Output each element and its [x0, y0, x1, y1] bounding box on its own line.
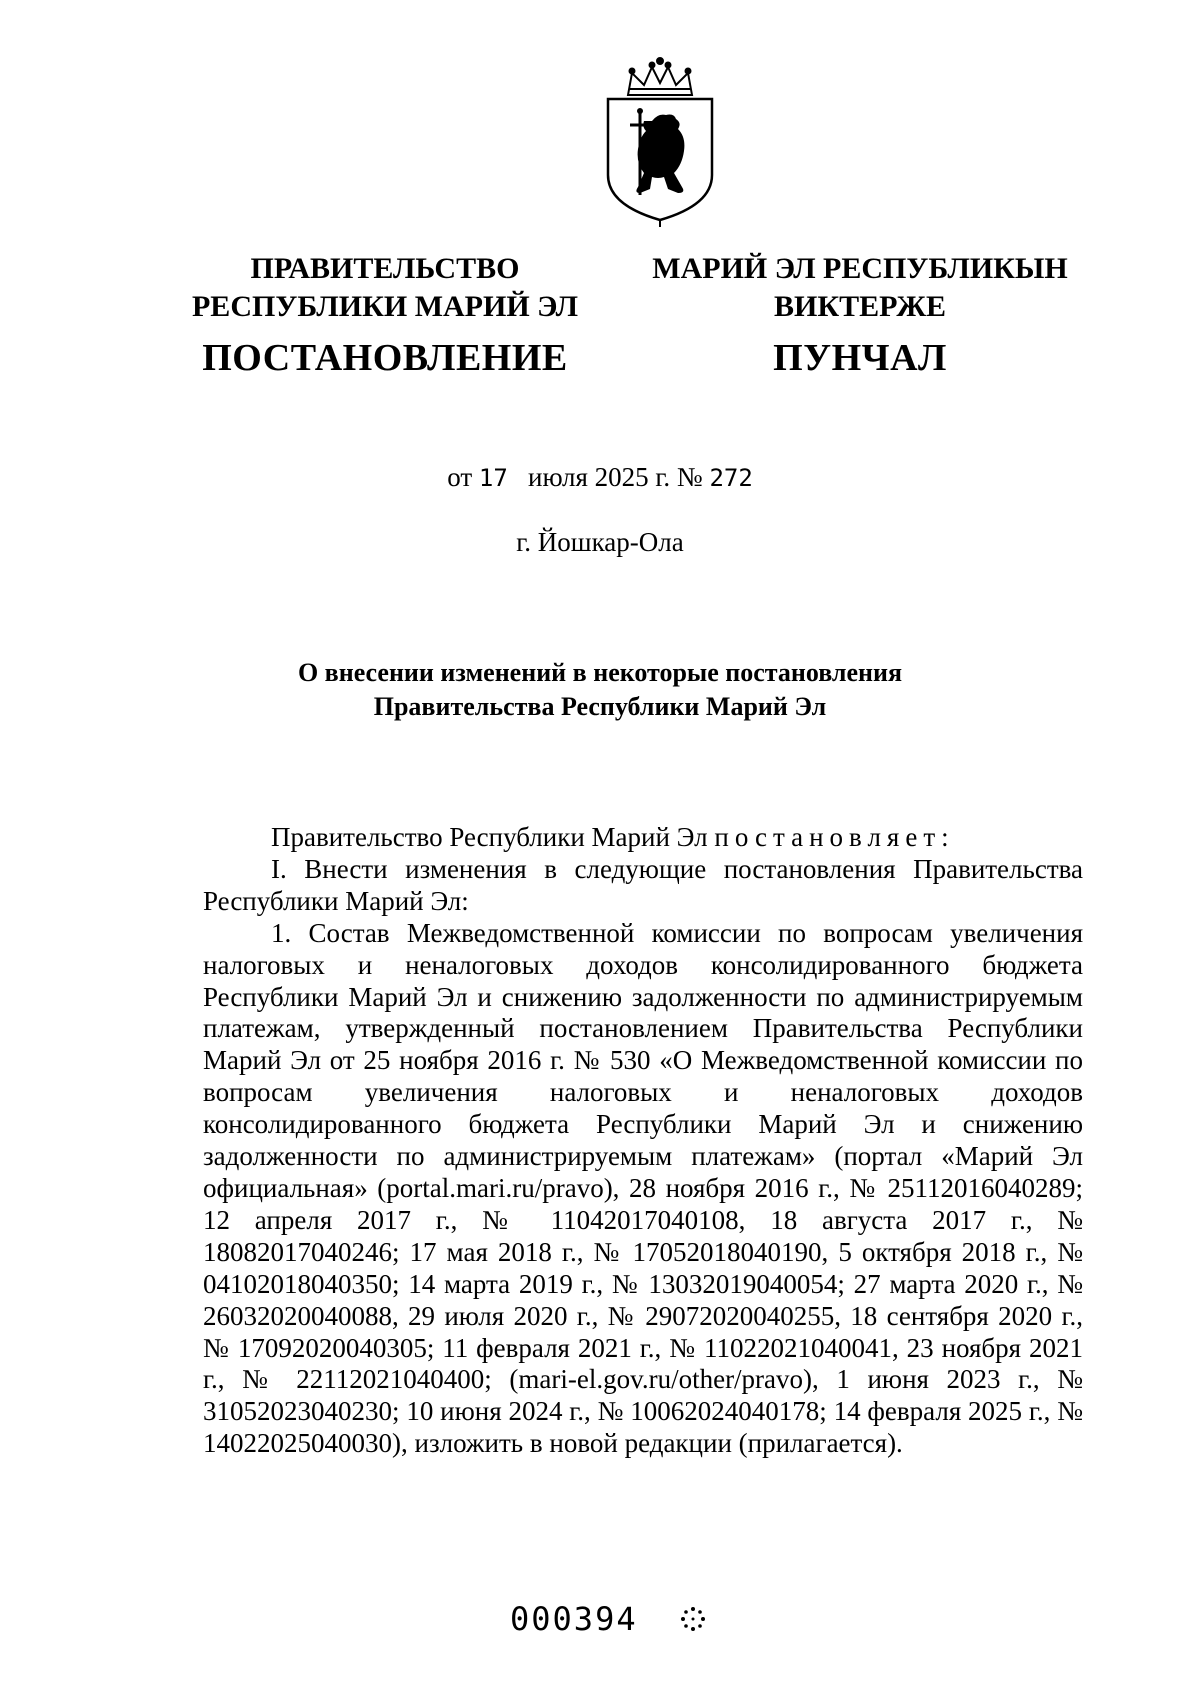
date-line: [0, 462, 1200, 493]
document-title: [0, 656, 1200, 724]
coat-of-arms-icon: [600, 55, 720, 230]
intro-verb: постановляет:: [714, 822, 955, 852]
intro-prefix: Правительство Республики Марий Эл: [271, 822, 708, 852]
header-right: [650, 250, 1070, 384]
header-left: [175, 250, 595, 384]
header-right-line1: МАРИЙ ЭЛ РЕСПУБЛИКЫН: [652, 252, 1068, 285]
serial-number: 000394: [510, 1600, 638, 1638]
header-left-doc-type: ПОСТАНОВЛЕНИЕ: [202, 337, 568, 379]
intro-paragraph: [203, 822, 1083, 854]
header-right-line2: ВИКТЕРЖЕ: [773, 290, 947, 323]
document-body: [203, 822, 1083, 1460]
dotted-star-icon: [680, 1606, 706, 1632]
header-left-line1: ПРАВИТЕЛЬСТВО: [250, 252, 520, 285]
item-1: 1. Состав Межведомственной комиссии по вопросам увеличения налоговых и неналоговых доходов консолидированного бюджета Республики Марий Эл и снижению задолженности по администрируемым платежам, утвержденный постановлением Правительства Республики Марий Эл от 25 ноября 2016 г. № 530 «О Межведомственной комиссии по вопросам увеличения налоговых и неналоговых доходов консолидированного бюджета Республики Марий Эл и снижению задолженности по администрируемым платежам» (портал «Марий Эл официальная» (portal.mari.ru/pravo), 28 ноября 2016 г., № 25112016040289; 12 апреля 2017 г., № 11042017040108, 18 августа 2017 г., № 18082017040246; 17 мая 2018 г., № 17052018040190, 5 октября 2018 г., № 04102018040350; 14 марта 2019 г., № 13032019040054; 27 марта 2020 г., № 26032020040088, 29 июля 2020 г., № 29072020040255, 18 сентября 2020 г., № 17092020040305; 11 февраля 2021 г., № 11022021040041, 23 ноября 2021 г., № 22112021040400; (mari-el.gov.ru/other/pravo), 1 июня 2023 г., № 31052023040230; 10 июня 2024 г., № 10062024040178; 14 февраля 2025 г., № 14022025040030), изложить в новой редакции (прилагается).: [203, 917, 1083, 1459]
title-line2: Правительства Республики Марий Эл: [373, 692, 827, 721]
city: г. Йошкар-Ола: [516, 527, 684, 557]
document-number: 272: [709, 464, 753, 492]
section-1: I. Внести изменения в следующие постановления Правительства Республики Марий Эл:: [203, 853, 1083, 916]
header-right-doc-type: ПУНЧАЛ: [773, 337, 947, 379]
date-month-year: июля 2025 г. №: [528, 462, 703, 492]
title-line1: О внесении изменений в некоторые постановления: [297, 658, 903, 687]
header-left-line2: РЕСПУБЛИКИ МАРИЙ ЭЛ: [191, 290, 578, 323]
date-day: 17: [478, 464, 508, 492]
date-prefix: от: [447, 462, 473, 492]
